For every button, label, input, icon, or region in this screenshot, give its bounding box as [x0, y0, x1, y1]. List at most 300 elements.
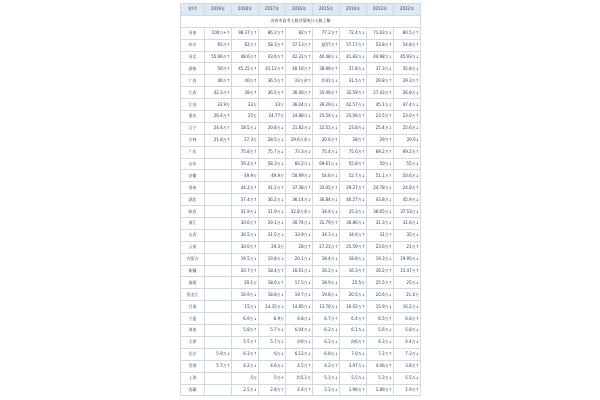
value-cell: 40.16万↑: [286, 63, 313, 75]
value-cell: 6.7万↑: [313, 313, 340, 325]
value-cell: 41.2万↑: [259, 182, 286, 194]
value-cell: 7.0万↓: [340, 348, 367, 360]
value-cell: 37.3万↓: [367, 63, 394, 75]
value-cell: [205, 301, 232, 313]
value-cell: 19.8万↓: [259, 253, 286, 265]
value-cell: 33.05万↑: [313, 182, 340, 194]
value-cell: 36.84万↓: [313, 194, 340, 206]
value-cell: [205, 182, 232, 194]
province-cell: 河南: [181, 27, 205, 39]
province-cell: 浙江: [181, 218, 205, 230]
value-cell: 58.3万↓: [259, 158, 286, 170]
value-cell: 31.79万↑: [313, 218, 340, 230]
value-cell: 29.3万↑: [394, 75, 421, 87]
value-cell: 3.97万↓: [340, 360, 367, 372]
value-cell: 25.6万↓: [394, 122, 421, 134]
value-cell: 5.1万↓: [313, 372, 340, 384]
value-cell: 18.4万↓: [313, 253, 340, 265]
table-row: [181, 253, 421, 265]
value-cell: 55.8万↑: [340, 158, 367, 170]
value-cell: 42.3万↑: [205, 87, 232, 99]
value-cell: 6.3万↑: [232, 348, 259, 360]
province-cell: 甘肃: [181, 301, 205, 313]
value-cell: [205, 146, 232, 158]
value-cell: 6.5万↑: [367, 313, 394, 325]
value-cell: 53.8万↑: [367, 39, 394, 51]
value-cell: 6万↓: [259, 348, 286, 360]
province-cell: 辽宁: [181, 122, 205, 134]
value-cell: 5.7万↓: [259, 325, 286, 337]
value-cell: 23.0万↑: [394, 111, 421, 123]
value-cell: 20.6万↓: [367, 289, 394, 301]
table-row: [181, 87, 421, 99]
value-cell: 60.2万↓: [286, 158, 313, 170]
table-row: [181, 122, 421, 134]
value-cell: [205, 253, 232, 265]
value-cell: 54.6万↓: [313, 170, 340, 182]
title-row: [181, 15, 421, 27]
value-cell: [205, 277, 232, 289]
value-cell: 75.8万↑: [232, 146, 259, 158]
value-cell: 14.35万↓: [259, 301, 286, 313]
value-cell: 37.53万↓: [394, 206, 421, 218]
table-row: [181, 75, 421, 87]
value-cell: [205, 384, 232, 396]
value-cell: 31.5万↑: [340, 75, 367, 87]
value-cell: 45.25万↑: [232, 63, 259, 75]
value-cell: 7.3万↓: [394, 348, 421, 360]
value-cell: 45.93万↓: [394, 51, 421, 63]
value-cell: 7.2万↑: [367, 348, 394, 360]
table-row: [181, 134, 421, 146]
value-cell: 72.4万↓: [340, 27, 367, 39]
value-cell: [205, 229, 232, 241]
value-cell: 27.21万↑: [313, 241, 340, 253]
header-year: 2013年: [367, 4, 394, 16]
value-cell: 2.4万↑: [286, 384, 313, 396]
value-cell: 37.8万↓: [340, 63, 367, 75]
value-cell: 65万↑: [205, 39, 232, 51]
value-cell: [205, 313, 232, 325]
value-cell: [205, 372, 232, 384]
value-cell: 27.43万↑: [367, 87, 394, 99]
value-cell: 43.6万↑: [259, 51, 286, 63]
value-cell: 29.27万↑: [340, 182, 367, 194]
header-year: 2012年: [394, 4, 421, 16]
value-cell: 24.78万↓: [367, 182, 394, 194]
table-row: [181, 360, 421, 372]
value-cell: 19.8万↓: [313, 289, 340, 301]
table-row: [181, 313, 421, 325]
value-cell: 16.61万↓: [286, 265, 313, 277]
value-cell: 21.6万: [394, 289, 421, 301]
value-cell: 23.8万↓: [340, 122, 367, 134]
value-cell: 25.5万↑: [367, 277, 394, 289]
table-row: [181, 99, 421, 111]
value-cell: 27.3万: [232, 134, 259, 146]
province-cell: 黑龙江: [181, 289, 205, 301]
table-row: [181, 348, 421, 360]
value-cell: 32.8万余↓: [286, 206, 313, 218]
value-cell: 28.5万↓: [259, 134, 286, 146]
table-row: [181, 27, 421, 39]
value-cell: 77.2万↑: [313, 27, 340, 39]
value-cell: 75.7万↓: [259, 146, 286, 158]
value-cell: [205, 325, 232, 337]
table-row: [181, 241, 421, 253]
value-cell: 30.6万↑: [313, 134, 340, 146]
value-cell: 5.8万↑: [232, 325, 259, 337]
table-row: [181, 39, 421, 51]
value-cell: 31.9万↓: [259, 206, 286, 218]
value-cell: 20.7万↑: [232, 265, 259, 277]
value-cell: 46万↑: [205, 75, 232, 87]
value-cell: 52.7万↓: [340, 170, 367, 182]
value-cell: 29万↑: [367, 134, 394, 146]
province-cell: 内蒙古: [181, 253, 205, 265]
value-cell: 47.4万↓: [394, 99, 421, 111]
value-cell: 约31万↓: [313, 75, 340, 87]
table-row: [181, 194, 421, 206]
value-cell: 55.96万↑: [205, 51, 232, 63]
value-cell: 6.9万↓: [232, 313, 259, 325]
province-cell: 云南: [181, 241, 205, 253]
value-cell: 16.3万↑: [340, 265, 367, 277]
value-cell: 33.9万: [205, 99, 232, 111]
value-cell: 54.8万↑: [394, 39, 421, 51]
value-cell: 75.4万↓: [313, 146, 340, 158]
value-cell: 6.04万↓: [286, 325, 313, 337]
value-cell: [205, 194, 232, 206]
value-cell: 26.8万↓: [394, 87, 421, 99]
value-cell: 6.4万↓: [394, 336, 421, 348]
value-cell: 49.9万: [232, 170, 259, 182]
value-cell: 23.5万↑: [367, 111, 394, 123]
value-cell: 37.38万↑: [286, 182, 313, 194]
value-cell: [205, 336, 232, 348]
value-cell: 6.8万↓: [313, 348, 340, 360]
table-row: [181, 51, 421, 63]
province-cell: 湖北: [181, 194, 205, 206]
value-cell: 33万: [232, 99, 259, 111]
value-cell: 36.65万↓: [367, 206, 394, 218]
table-row: [181, 170, 421, 182]
province-cell: 青海: [181, 360, 205, 372]
value-cell: 15.47万↑: [394, 265, 421, 277]
value-cell: 45.1万↓: [367, 99, 394, 111]
value-cell: 约5.1万: [286, 372, 313, 384]
value-cell: 36.5万↑: [259, 87, 286, 99]
value-cell: 3.8万↑: [394, 360, 421, 372]
value-cell: 36.14万↓: [286, 194, 313, 206]
value-cell: 44.98万↓: [367, 51, 394, 63]
value-cell: 2.5万↓: [232, 384, 259, 396]
header-year: 2016年: [286, 4, 313, 16]
value-cell: 29.6↓: [394, 134, 421, 146]
value-cell: 4.06万↑: [367, 360, 394, 372]
value-cell: [205, 265, 232, 277]
value-cell: 38万↑: [232, 87, 259, 99]
table-row: [181, 218, 421, 230]
province-cell: 陕西: [181, 206, 205, 218]
value-cell: 50万↑: [205, 63, 232, 75]
value-cell: 35.46万↑: [313, 87, 340, 99]
table-row: [181, 146, 421, 158]
header-row: [181, 4, 421, 16]
table-row: [181, 277, 421, 289]
value-cell: 36.04万↓: [286, 99, 313, 111]
value-cell: 100万+↑: [205, 27, 232, 39]
value-cell: 25.54万↓: [313, 111, 340, 123]
table-row: [181, 182, 421, 194]
value-cell: 31.3万↓: [367, 218, 394, 230]
value-cell: 4.2万↓: [232, 360, 259, 372]
value-cell: 25.06万↑: [340, 111, 367, 123]
value-cell: 39.29万↓: [313, 99, 340, 111]
value-cell: 24.4万↑: [205, 122, 232, 134]
province-cell: 上海: [181, 372, 205, 384]
value-cell: 5.8万↓: [394, 325, 421, 337]
value-cell: 30.6万↑: [232, 218, 259, 230]
value-cell: 30.5万↓: [232, 229, 259, 241]
value-cell: 41.82万↓: [340, 51, 367, 63]
value-cell: 15.9万↓: [367, 301, 394, 313]
table-row: [181, 265, 421, 277]
value-cell: 36.2万↓: [259, 194, 286, 206]
value-cell: 24.8万↑: [394, 182, 421, 194]
province-cell: 安徽: [181, 170, 205, 182]
province-cell: 山东: [181, 158, 205, 170]
table-row: [181, 63, 421, 75]
value-cell: 25.4万↓: [367, 122, 394, 134]
value-cell: 57.17万↑: [340, 39, 367, 51]
value-cell: 18.8万↓: [340, 253, 367, 265]
value-cell: [205, 206, 232, 218]
value-cell: 6.2万↓: [313, 325, 340, 337]
value-cell: 1.9万↑: [394, 384, 421, 396]
value-cell: 36.06万↑: [286, 87, 313, 99]
value-cell: 18.6万↑: [259, 277, 286, 289]
value-cell: 4.5万↑: [286, 360, 313, 372]
province-cell: 新疆: [181, 265, 205, 277]
value-cell: 42.57万↓: [340, 99, 367, 111]
province-cell: 北京: [181, 348, 205, 360]
value-cell: 86.2万↑: [259, 27, 286, 39]
value-cell: 20.8万↓: [259, 122, 286, 134]
value-cell: 29.6万余↓: [286, 134, 313, 146]
value-cell: 5万+: [259, 372, 286, 384]
value-cell: 20.1万: [232, 277, 259, 289]
value-cell: 21.8万↑: [205, 134, 232, 146]
value-cell: 16.2万↓: [313, 265, 340, 277]
header-year: 2015年: [313, 4, 340, 16]
value-cell: 33万: [259, 99, 286, 111]
value-cell: 33万余↑: [286, 75, 313, 87]
value-cell: 36.5万↑: [259, 75, 286, 87]
value-cell: 48.6万↑: [232, 51, 259, 63]
province-cell: 江西: [181, 87, 205, 99]
value-cell: 26.4万↑: [205, 111, 232, 123]
value-cell: 20.1万↓: [286, 253, 313, 265]
value-cell: 35万↓: [394, 229, 421, 241]
value-cell: 6.1万↓: [340, 325, 367, 337]
value-cell: 17.5万↓: [286, 277, 313, 289]
value-cell: 55万↓: [394, 158, 421, 170]
value-cell: 40万↑: [232, 75, 259, 87]
table-row: [181, 301, 421, 313]
value-cell: 35.8万↓: [394, 63, 421, 75]
value-cell: 40.27万↓: [340, 194, 367, 206]
value-cell: 16.02万↑: [340, 301, 367, 313]
value-cell: 19.7万↓: [286, 289, 313, 301]
value-cell: 6.12万↓: [286, 348, 313, 360]
value-cell: 1.96万↑: [340, 384, 367, 396]
value-cell: 19.5万↓: [232, 253, 259, 265]
value-cell: 2.1万↓: [313, 384, 340, 396]
province-cell: 贵州: [181, 182, 205, 194]
value-cell: 62万↑: [232, 39, 259, 51]
value-cell: [205, 289, 232, 301]
value-cell: 5.5万↑: [232, 336, 259, 348]
province-cell: 四川: [181, 39, 205, 51]
value-cell: [205, 170, 232, 182]
value-cell: 20.5万↓: [340, 289, 367, 301]
value-cell: 29.1万↓: [259, 218, 286, 230]
value-cell: 42.31万↑: [286, 51, 313, 63]
value-cell: 25万: [232, 111, 259, 123]
table-row: [181, 384, 421, 396]
value-cell: 49.9万: [259, 170, 286, 182]
value-cell: 22.51万↓: [313, 122, 340, 134]
province-cell: 山西: [181, 229, 205, 241]
value-cell: 6.4万↑: [340, 313, 367, 325]
value-cell: 51.1万↑: [367, 170, 394, 182]
value-cell: 28万↑: [286, 241, 313, 253]
value-cell: 30.0万↑: [232, 241, 259, 253]
value-cell: 5.6万↓: [367, 325, 394, 337]
value-cell: 18.8万↓: [259, 289, 286, 301]
value-cell: 18.4万↑: [259, 265, 286, 277]
value-cell: 19.3万↓: [367, 253, 394, 265]
value-cell: 21.82万↓: [286, 122, 313, 134]
table-row: [181, 325, 421, 337]
value-cell: 75.6万↑: [340, 146, 367, 158]
province-cell: 福建: [181, 277, 205, 289]
value-cell: 24.77万: [259, 111, 286, 123]
table-title: 各省市高考人数详情统计人数了解: [181, 15, 421, 27]
value-cell: 6.8万↓: [286, 313, 313, 325]
value-cell: 5.3万↓: [367, 372, 394, 384]
value-cell: 69.2万↑: [367, 146, 394, 158]
value-cell: 18.5万↓: [232, 122, 259, 134]
value-cell: 25万↓: [394, 277, 421, 289]
value-cell: 5.7万↑: [205, 360, 232, 372]
value-cell: 57.13万↑: [286, 39, 313, 51]
value-cell: 58.3万↑: [259, 39, 286, 51]
value-cell: [205, 218, 232, 230]
value-cell: 40.48万↓: [313, 51, 340, 63]
value-cell: 71.63万↓: [367, 27, 394, 39]
province-cell: 海南: [181, 325, 205, 337]
value-cell: 25.59万↑: [340, 241, 367, 253]
value-cell: 15万↓: [232, 301, 259, 313]
value-cell: 31.5万↓: [259, 229, 286, 241]
value-cell: 28万↑: [340, 134, 367, 146]
value-cell: 16.2万↑: [367, 265, 394, 277]
table-row: [181, 289, 421, 301]
value-cell: 5万: [232, 372, 259, 384]
value-cell: [205, 158, 232, 170]
province-cell: 广东: [181, 146, 205, 158]
value-cell: 30.74万↓: [286, 218, 313, 230]
value-cell: 34.6万↑: [340, 229, 367, 241]
province-cell: 西藏: [181, 384, 205, 396]
value-cell: 80.5万↑: [394, 27, 421, 39]
value-cell: 82万↑: [286, 27, 313, 39]
value-cell: 45.9万↓: [394, 194, 421, 206]
value-cell: 31.9万↓: [232, 206, 259, 218]
value-cell: 16.9万↓: [232, 289, 259, 301]
value-cell: 5.7万↓: [259, 336, 286, 348]
value-cell: [205, 241, 232, 253]
header-year: 2014年: [340, 4, 367, 16]
value-cell: 2.8万↑: [259, 384, 286, 396]
value-cell: 59.2万↑: [232, 158, 259, 170]
value-cell: 超57万↑: [313, 39, 340, 51]
value-cell: 50.99万↓: [286, 170, 313, 182]
value-cell: 33.9万↓: [286, 229, 313, 241]
value-cell: 30.86万↓: [340, 218, 367, 230]
value-cell: 18.9万↓: [313, 277, 340, 289]
table-row: [181, 158, 421, 170]
value-cell: 29.3万: [259, 241, 286, 253]
value-cell: 29.8万↑: [367, 75, 394, 87]
table-row: [181, 372, 421, 384]
value-cell: 5.5万↓: [394, 372, 421, 384]
value-cell: 50万↓: [367, 158, 394, 170]
value-cell: 1.89万↑: [367, 384, 394, 396]
value-cell: 38.99万↑: [313, 63, 340, 75]
province-cell: 江苏: [181, 99, 205, 111]
value-cell: 6.3万↓: [367, 336, 394, 348]
value-cell: 6.6万↑: [394, 313, 421, 325]
value-cell: 98.37万↑: [232, 27, 259, 39]
value-cell: 21万↑: [394, 241, 421, 253]
header-year: 2018年: [232, 4, 259, 16]
province-cell: 河北: [181, 51, 205, 63]
header-year: 2017年: [259, 4, 286, 16]
value-cell: 41.12万↑: [259, 63, 286, 75]
table-row: [181, 229, 421, 241]
value-cell: 16.2万↓: [394, 301, 421, 313]
province-cell: 宁夏: [181, 313, 205, 325]
value-cell: 31.6万↓: [394, 218, 421, 230]
value-cell: 44.2万↑: [232, 182, 259, 194]
gaokao-table: [180, 3, 421, 396]
province-cell: 湖南: [181, 63, 205, 75]
province-cell: 吉林: [181, 134, 205, 146]
value-cell: 34.4万↓: [313, 206, 340, 218]
province-cell: 广西: [181, 75, 205, 87]
value-cell: 4.6万↓: [259, 360, 286, 372]
value-cell: 37.4万↑: [232, 194, 259, 206]
value-cell: 31万↑: [367, 229, 394, 241]
header-year: 2019年: [205, 4, 232, 16]
value-cell: 6.9万: [259, 313, 286, 325]
value-cell: 约6万↑: [340, 336, 367, 348]
header-corner: 省/市: [181, 4, 205, 16]
table-row: [181, 111, 421, 123]
